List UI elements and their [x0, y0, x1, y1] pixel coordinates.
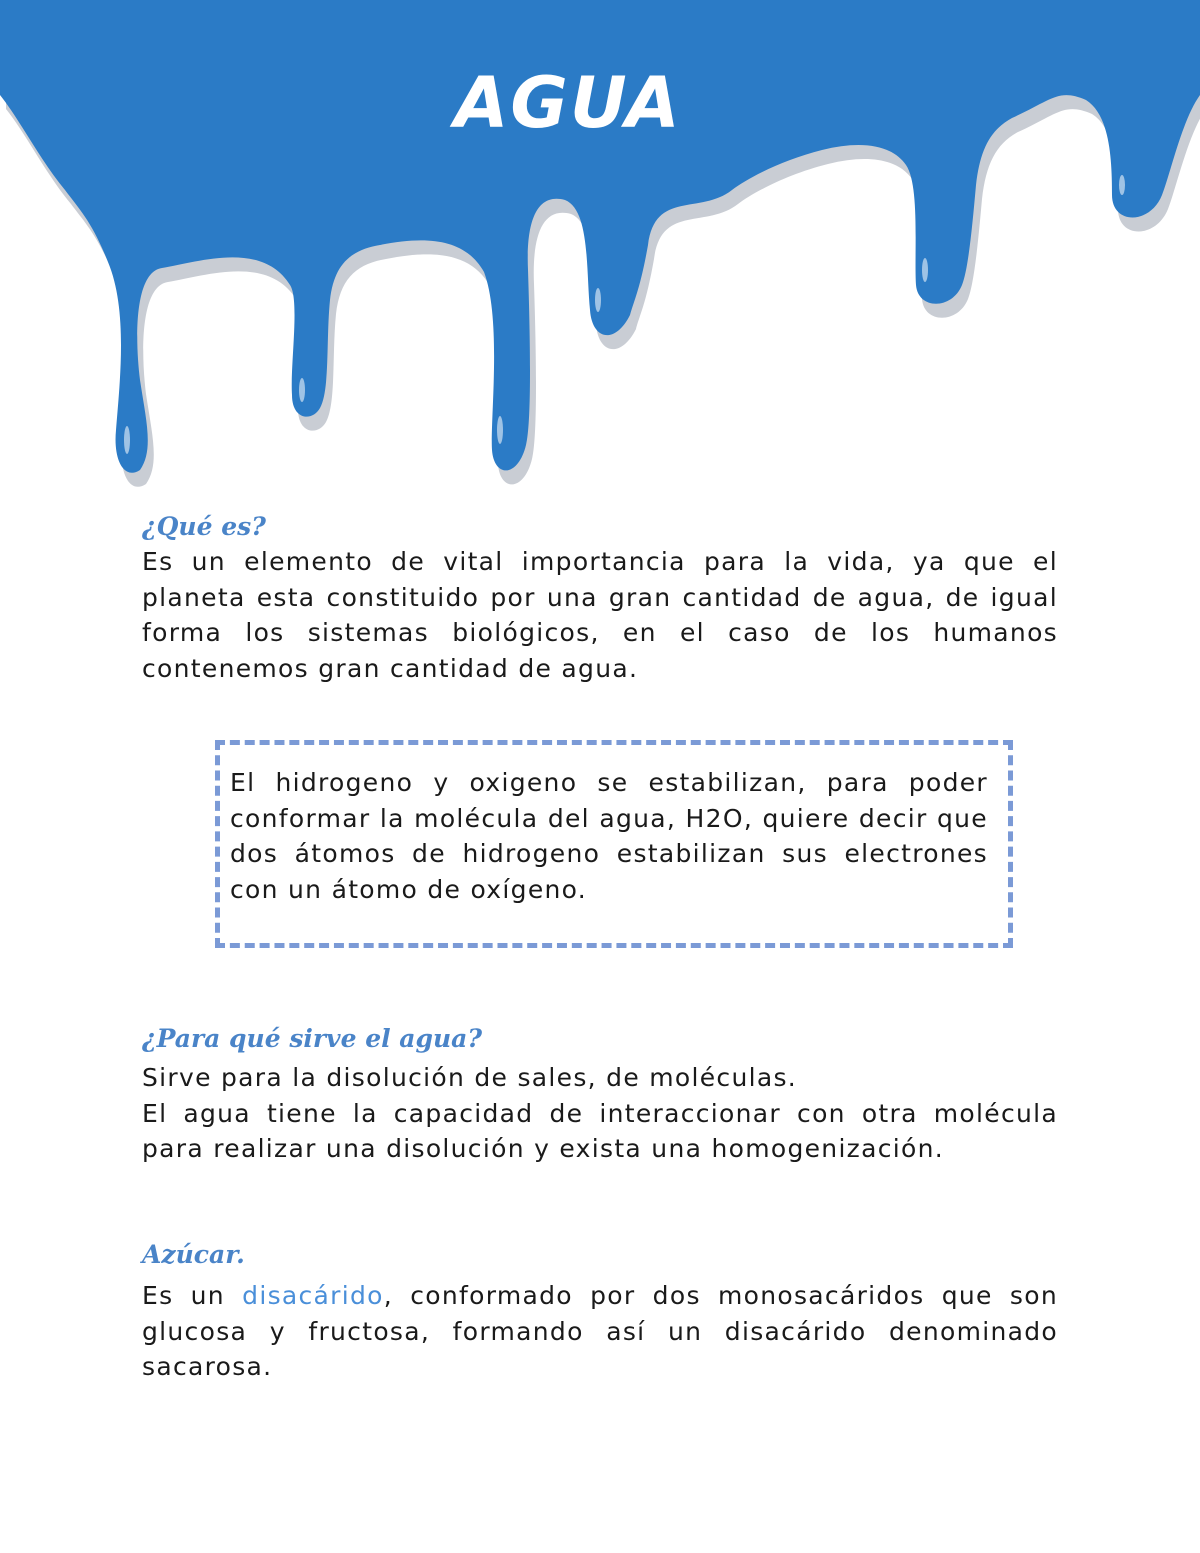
callout-text: El hidrogeno y oxigeno se estabilizan, para poder conformar la molécula del agua, H2O, quiere decir que dos átomos de hidrogeno estabilizan sus electrones con un átomo de oxígeno. — [230, 768, 988, 904]
callout-box — [215, 740, 1013, 948]
text-run: Es un — [142, 1281, 243, 1310]
section-para-que — [142, 1022, 1058, 1167]
section-paragraph — [142, 1278, 1058, 1385]
section-paragraph: El agua tiene la capacidad de interaccionar con otra molécula para realizar una disolución y exista una homogenización. — [142, 1098, 1058, 1163]
page-title: AGUA — [454, 62, 682, 144]
section-heading: ¿Qué es? — [142, 512, 266, 541]
section-paragraph: Sirve para la disolución de sales, de moléculas. — [142, 1063, 798, 1092]
term-link[interactable]: disacárido — [242, 1281, 384, 1310]
section-azucar — [142, 1238, 1058, 1385]
section-que-es — [142, 510, 1058, 686]
section-heading: ¿Para qué sirve el agua? — [142, 1024, 483, 1053]
section-paragraph: Es un elemento de vital importancia para la vida, ya que el planeta esta constituido por una gran cantidad de agua, de igual forma los sistemas biológicos, en el caso de los humanos contenemos gran cantidad de agua. — [142, 547, 1058, 683]
text-run: , conformado por dos monosacáridos que son glucosa y fructosa, formando así un disacárido denominado sacarosa. — [142, 1281, 1058, 1381]
section-heading: Azúcar. — [142, 1240, 245, 1269]
